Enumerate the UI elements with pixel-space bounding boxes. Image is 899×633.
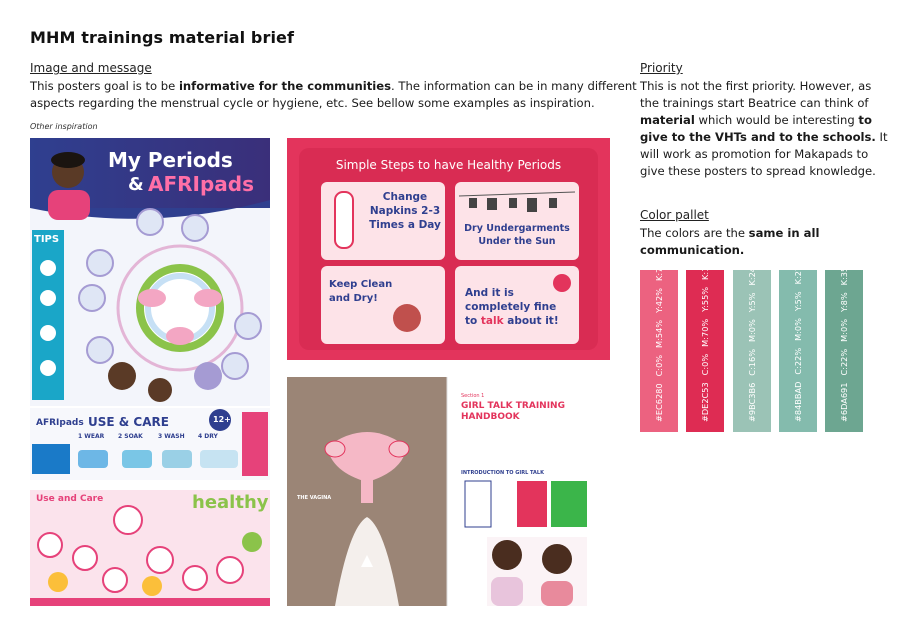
- swatch-y: Y:5%: [793, 291, 803, 312]
- image-text-2: aspects regarding the menstrual cycle or hygiene, etc. See bellow some examples as inspiration.: [30, 96, 595, 110]
- swatch-y: Y:8%: [839, 292, 849, 313]
- poster-anatomy-art: [287, 377, 447, 606]
- swatch-k: K:35%: [839, 259, 849, 286]
- steps-card-4: [465, 286, 565, 328]
- usecare-step-2: 2 SOAK: [118, 433, 143, 440]
- swatch-y: Y:42%: [654, 288, 664, 313]
- usecare-step-3: 3 WASH: [158, 433, 185, 440]
- page-title: MHM trainings material brief: [30, 28, 295, 47]
- steps-card-2: Dry Undergarments Under the Sun: [464, 223, 570, 247]
- usecare-brand: AFRIpads: [36, 418, 84, 428]
- poster-simple-steps: [287, 138, 610, 360]
- poster-healthy: [30, 490, 270, 606]
- swatch-1: [640, 259, 678, 432]
- priority-line-4-rest: It: [875, 130, 888, 144]
- image-text-1c: . The information can be in many different: [391, 79, 637, 93]
- swatch-y: Y:5%: [747, 292, 757, 313]
- swatch-hex: #9BC3B6: [747, 382, 757, 422]
- swatch-k: K:24%: [747, 259, 757, 286]
- swatch-y: Y:55%: [700, 286, 710, 312]
- swatch-hex: #6DA691: [839, 382, 849, 422]
- steps-card-1: Change Napkins 2-3 Times a Day: [369, 191, 441, 231]
- handbook-title-2: HANDBOOK: [461, 412, 520, 422]
- poster-use-care: [30, 408, 270, 480]
- handbook-title-1: GIRL TALK TRAINING: [461, 401, 565, 411]
- color-line-1a: The colors are the: [640, 226, 749, 240]
- anatomy-caption: THE VAGINA: [297, 495, 332, 501]
- swatch-hex: #84BBAD: [793, 381, 803, 422]
- swatch-2: [686, 253, 724, 432]
- steps-title: Simple Steps to have Healthy Periods: [335, 158, 562, 172]
- priority-line-3-bold: material: [640, 113, 695, 127]
- other-inspiration-label: Other inspiration: [30, 122, 98, 131]
- usecare-badge: 12+: [213, 415, 231, 424]
- periods-title: My Periods: [108, 148, 233, 172]
- swatch-m: M:70%: [700, 318, 710, 347]
- swatch-k: K:13%: [700, 253, 710, 280]
- usecare-title: USE & CARE: [88, 415, 169, 429]
- periods-amp: &: [128, 174, 144, 195]
- image-message-text: [30, 78, 637, 112]
- steps-card-4c: about it!: [503, 315, 559, 327]
- poster-anatomy: [287, 377, 447, 606]
- periods-tips: TIPS: [34, 234, 60, 245]
- swatch-c: C:0%: [700, 353, 710, 376]
- steps-card-3: Keep Clean and Dry!: [329, 279, 393, 304]
- swatch-m: M:0%: [839, 319, 849, 342]
- swatch-5: [825, 259, 863, 432]
- priority-line-2: the trainings start Beatrice can think of: [640, 96, 869, 110]
- healthy-word: healthy: [192, 492, 269, 513]
- swatch-k: K:7%: [654, 259, 664, 282]
- handbook-intro: INTRODUCTION TO GIRL TALK: [461, 470, 544, 476]
- priority-line-6: give these posters to spread knowledge.: [640, 164, 876, 178]
- swatch-k: K:27%: [793, 258, 803, 285]
- color-line-2: communication.: [640, 243, 745, 257]
- swatch-3: [733, 259, 771, 432]
- poster-handbook: [447, 377, 610, 606]
- image-text-1a: This posters goal is to be: [30, 79, 179, 93]
- healthy-title: Use and Care: [36, 494, 104, 504]
- image-message-heading: Image and message: [30, 61, 152, 75]
- swatch-c: C:22%: [793, 347, 803, 375]
- swatch-m: M:0%: [793, 318, 803, 341]
- steps-card-4a: And it is completely fine to: [465, 287, 557, 327]
- priority-line-4-bold: give to the VHTs and to the schools.: [640, 130, 876, 144]
- swatch-4: [779, 258, 817, 432]
- swatch-c: C:0%: [654, 354, 664, 377]
- image-text-1b: informative for the communities: [178, 79, 392, 93]
- swatch-m: M:0%: [747, 319, 757, 343]
- swatch-hex: #EC6280: [654, 383, 664, 422]
- swatch-m: M:54%: [654, 319, 664, 348]
- usecare-step-1: 1 WEAR: [78, 433, 105, 440]
- color-pallet-text: [640, 225, 885, 259]
- color-pallet-heading: Color pallet: [640, 208, 709, 222]
- periods-brand: AFRIpads: [148, 172, 255, 196]
- swatch-hex: #DE2C53: [700, 382, 710, 422]
- swatch-c: C:16%: [747, 349, 757, 376]
- priority-line-3-rest: which would be interesting: [694, 113, 859, 127]
- priority-line-3-bold2: to: [858, 113, 872, 127]
- swatch-c: C:22%: [839, 348, 849, 376]
- priority-line-1: This is not the first priority. However, as: [640, 79, 872, 93]
- poster-my-periods: [30, 138, 270, 406]
- priority-heading: Priority: [640, 61, 683, 75]
- priority-line-5: will work as promotion for Makapads to: [640, 147, 869, 161]
- handbook-section: Section 1: [461, 393, 485, 399]
- steps-card-4b: talk: [480, 315, 504, 327]
- color-line-1b: same in all: [748, 226, 820, 240]
- priority-text: [640, 78, 888, 180]
- usecare-step-4: 4 DRY: [198, 433, 218, 440]
